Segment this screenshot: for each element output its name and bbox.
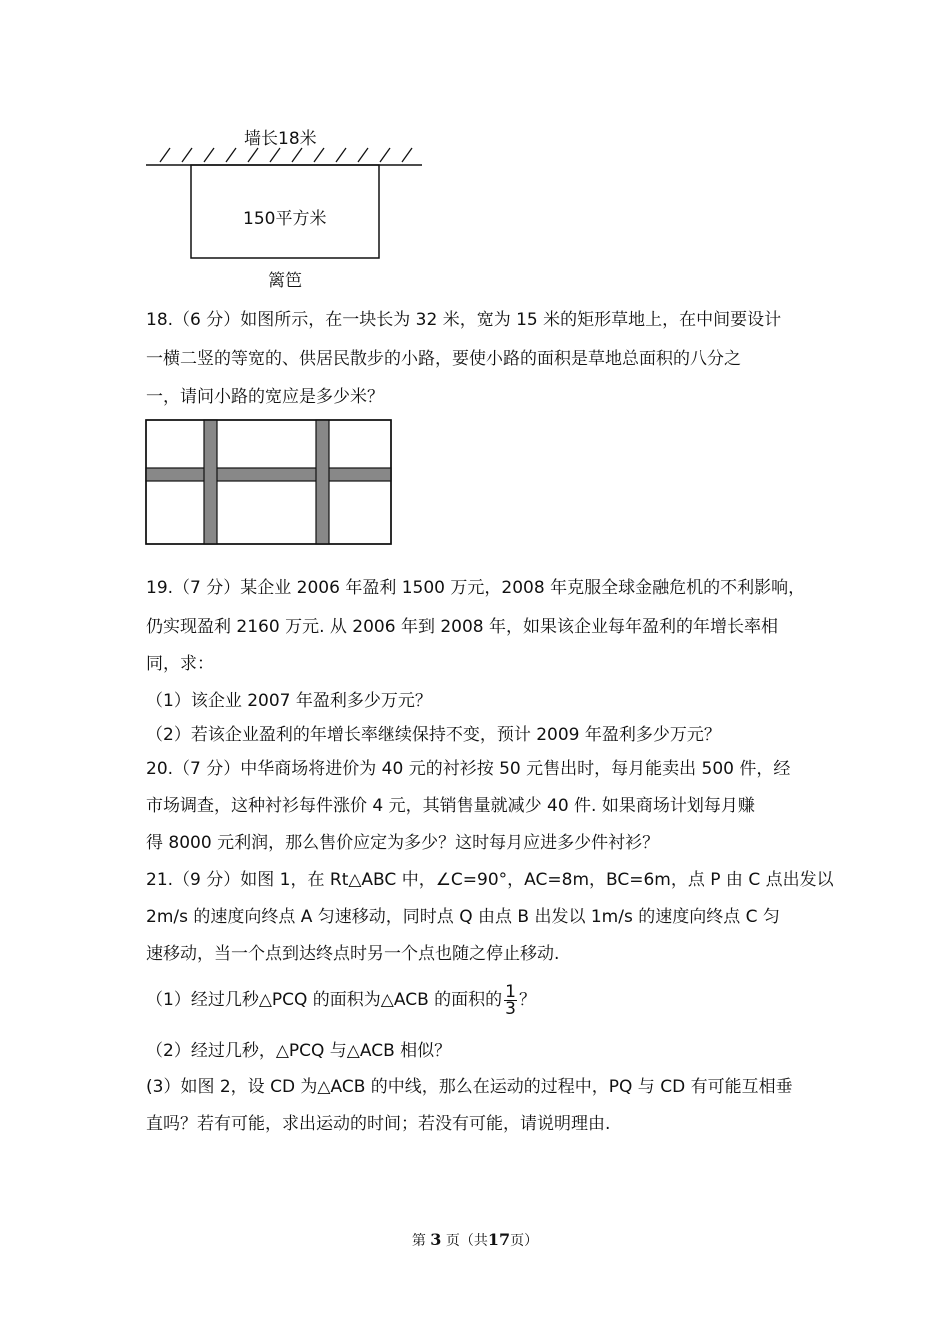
q18-line-3: 一，请问小路的宽应是多少米？ [146, 387, 384, 407]
q18-line-2: 一横二竖的等宽的、供居民散步的小路，要使小路的面积是草地总面积的八分之 [146, 349, 741, 369]
q19-line-1: 19.（7 分）某企业 2006 年盈利 1500 万元，2008 年克服全球金融危机的不利影响， [146, 578, 806, 598]
wall-length-label: 墙长18米 [244, 129, 317, 149]
lawn-path-diagram [144, 418, 394, 548]
wall-fence-diagram [140, 140, 430, 265]
q20-line-3: 得 8000 元利润，那么售价应定为多少？这时每月应进多少件衬衫？ [146, 833, 660, 853]
fraction-denominator: 3 [505, 998, 516, 1019]
q19-part-2: （2）若该企业盈利的年增长率继续保持不变，预计 2009 年盈利多少万元？ [146, 725, 721, 745]
q20-line-2: 市场调查，这种衬衫每件涨价 4 元，其销售量就减少 40 件. 如果商场计划每月赚 [146, 796, 755, 816]
q21-line-1: 21.（9 分）如图 1，在 Rt△ABC 中，∠C=90°，AC=8m，BC=6m，点 P 由 C 点出发以 [146, 870, 834, 890]
q18-line-1: 18.（6 分）如图所示，在一块长为 32 米，宽为 15 米的矩形草地上，在中间要设计 [146, 310, 782, 330]
q21-part-2: （2）经过几秒，△PCQ 与△ACB 相似？ [146, 1041, 452, 1061]
footer-page-number: 3 [430, 1230, 442, 1249]
one-third-fraction [504, 981, 517, 1019]
q20-line-1: 20.（7 分）中华商场将进价为 40 元的衬衫按 50 元售出时，每月能卖出 500 件，经 [146, 759, 791, 779]
q21-line-2: 2m/s 的速度向终点 A 匀速移动，同时点 Q 由点 B 出发以 1m/s 的速度向终点 C 匀 [146, 907, 780, 927]
q19-line-3: 同，求： [146, 654, 214, 674]
fence-label: 篱笆 [268, 271, 302, 291]
page-footer [0, 1230, 950, 1250]
q21-part-3-line-1: (3）如图 2，设 CD 为△ACB 的中线，那么在运动的过程中，PQ 与 CD 有可能互相垂 [146, 1077, 793, 1097]
q21-part-1-text: （1）经过几秒△PCQ 的面积为△ACB 的面积的 [146, 990, 503, 1010]
footer-suffix: 页） [510, 1233, 539, 1249]
footer-middle: 页（共 [445, 1233, 488, 1249]
q21-part-1 [146, 978, 536, 1022]
q21-part-1-end: ？ [518, 990, 536, 1010]
q21-line-3: 速移动，当一个点到达终点时另一个点也随之停止移动. [146, 944, 560, 964]
footer-total-pages: 17 [487, 1230, 511, 1249]
q21-part-3-line-2: 直吗？若有可能，求出运动的时间；若没有可能，请说明理由. [146, 1114, 611, 1134]
fraction-numerator: 1 [505, 981, 516, 1002]
area-label: 150平方米 [243, 209, 327, 229]
q19-part-1: （1）该企业 2007 年盈利多少万元？ [146, 691, 432, 711]
q19-line-2: 仍实现盈利 2160 万元. 从 2006 年到 2008 年，如果该企业每年盈利的年增长率相 [146, 617, 779, 637]
footer-prefix: 第 [411, 1233, 426, 1249]
